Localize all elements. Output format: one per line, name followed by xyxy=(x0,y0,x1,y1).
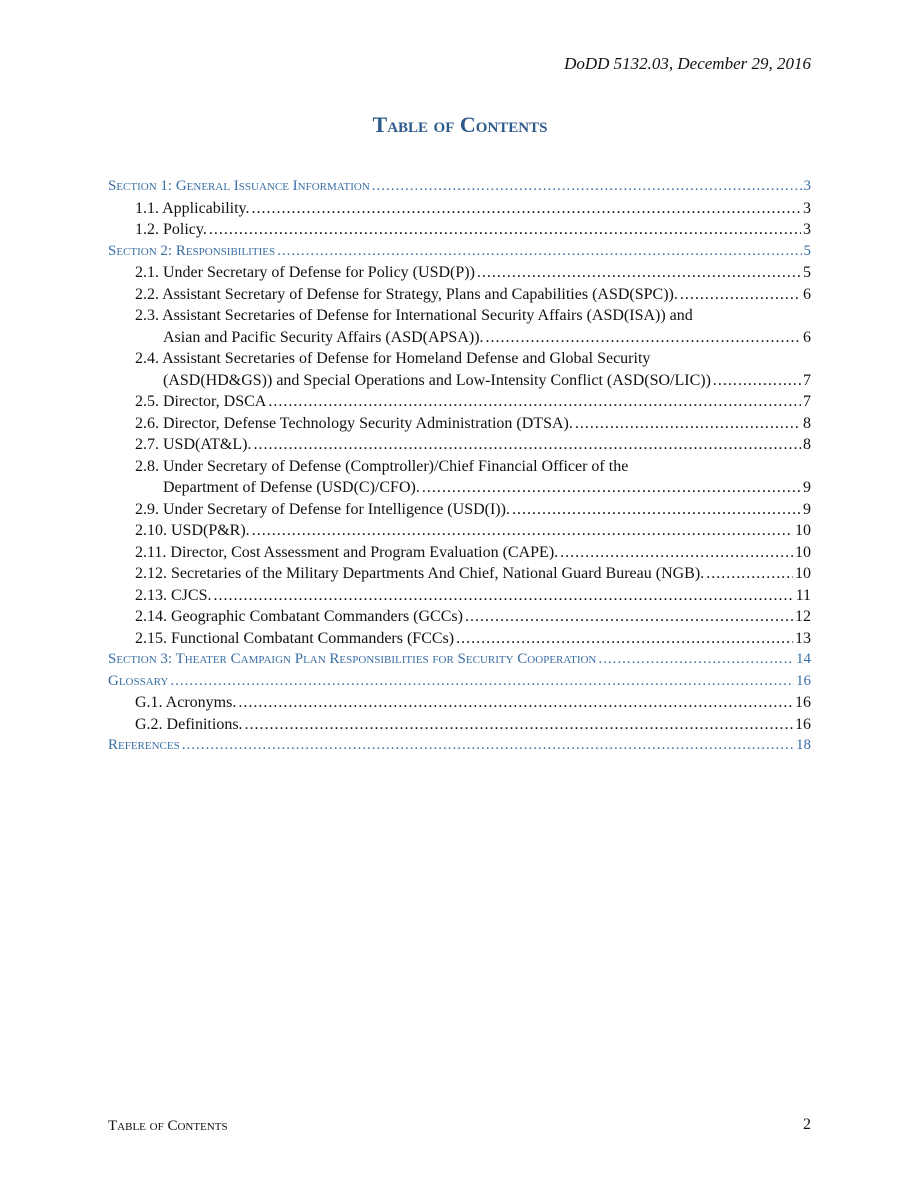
toc-section-entry[interactable] xyxy=(108,649,811,671)
toc-page-number: 8 xyxy=(803,414,811,432)
document-header: DoDD 5132.03, December 29, 2016 xyxy=(564,54,811,73)
toc-page-number: 12 xyxy=(795,608,811,625)
toc-section-entry[interactable] xyxy=(108,241,811,263)
page-title: Table of Contents xyxy=(372,112,548,137)
toc-entry[interactable] xyxy=(108,434,811,456)
toc-section-entry[interactable] xyxy=(108,735,811,757)
toc-entry[interactable] xyxy=(108,714,811,736)
toc-entry[interactable] xyxy=(108,262,811,284)
toc-entry[interactable] xyxy=(108,348,811,391)
toc-page-number: 6 xyxy=(803,285,811,303)
toc-section-entry[interactable] xyxy=(108,176,811,198)
toc-entry-label: 2.10. USD(P&R). xyxy=(135,522,250,539)
footer-title: Table of Contents xyxy=(108,1118,228,1134)
toc-leader-dots xyxy=(706,563,793,585)
toc-entry-label: G.2. Definitions. xyxy=(135,715,243,733)
toc-leader-dots xyxy=(680,284,801,306)
toc-entry-label: Section 1: General Issuance Information xyxy=(108,178,370,194)
toc-entry[interactable] xyxy=(108,606,811,628)
toc-entry-label: 2.6. Director, Defense Technology Security Administration (DTSA). xyxy=(135,414,573,432)
toc-entry[interactable] xyxy=(108,585,811,607)
toc-entry-first-line: 2.4. Assistant Secretaries of Defense for Homeland Defense and Global Security xyxy=(135,350,651,367)
toc-entry-label: 2.14. Geographic Combatant Commanders (GCCs) xyxy=(135,608,463,625)
toc-leader-dots xyxy=(575,413,801,435)
toc-page-number: 9 xyxy=(803,479,811,496)
toc-entry-label: 2.1. Under Secretary of Defense for Policy (USD(P)) xyxy=(135,264,475,281)
toc-leader-dots xyxy=(465,606,793,628)
toc-leader-dots xyxy=(213,585,793,607)
toc-entry[interactable] xyxy=(108,692,811,714)
toc-entry[interactable] xyxy=(108,542,811,564)
table-of-contents xyxy=(108,176,811,757)
toc-leader-dots xyxy=(422,477,801,499)
toc-entry-label: 1.2. Policy. xyxy=(135,221,207,238)
toc-leader-dots xyxy=(512,499,801,521)
toc-entry-label: G.1. Acronyms. xyxy=(135,694,237,711)
toc-entry[interactable] xyxy=(108,198,811,220)
toc-leader-dots xyxy=(209,219,801,241)
toc-entry-label: 2.7. USD(AT&L). xyxy=(135,436,252,453)
toc-entry-first-line: 2.8. Under Secretary of Defense (Comptroller)/Chief Financial Officer of the xyxy=(135,457,629,475)
toc-leader-dots xyxy=(238,692,793,714)
toc-entry-label: 2.2. Assistant Secretary of Defense for Strategy, Plans and Capabilities (ASD(SPC)). xyxy=(135,285,678,303)
toc-page-number: 7 xyxy=(803,371,811,389)
toc-leader-dots xyxy=(252,198,801,220)
toc-leader-dots xyxy=(182,735,794,757)
toc-leader-dots xyxy=(253,434,801,456)
toc-leader-dots xyxy=(560,542,793,564)
toc-entry-label: 2.15. Functional Combatant Commanders (FCCs) xyxy=(135,629,455,647)
toc-page-number: 14 xyxy=(796,651,811,667)
toc-entry-label: 2.12. Secretaries of the Military Departments And Chief, National Guard Bureau (NGB). xyxy=(135,565,705,582)
toc-entry[interactable] xyxy=(108,520,811,542)
toc-leader-dots xyxy=(713,370,801,392)
toc-leader-dots xyxy=(245,714,793,736)
toc-page-number: 10 xyxy=(795,522,811,539)
toc-entry-label: Section 2: Responsibilities xyxy=(108,242,276,259)
toc-page-number: 5 xyxy=(803,242,811,259)
toc-page-number: 6 xyxy=(803,328,811,346)
toc-page-number: 3 xyxy=(803,199,811,217)
toc-leader-dots xyxy=(598,649,794,671)
toc-page-number: 9 xyxy=(803,500,811,518)
toc-entry[interactable] xyxy=(108,413,811,435)
toc-leader-dots xyxy=(170,671,794,693)
toc-entry-label: Glossary xyxy=(108,672,169,689)
toc-entry-first-line: 2.3. Assistant Secretaries of Defense for International Security Affairs (ASD(ISA)) and xyxy=(135,307,693,324)
toc-section-entry[interactable] xyxy=(108,671,811,693)
toc-leader-dots xyxy=(268,391,801,413)
toc-leader-dots xyxy=(372,176,802,198)
toc-entry-label: 2.11. Director, Cost Assessment and Program Evaluation (CAPE). xyxy=(135,543,559,561)
toc-page-number: 7 xyxy=(803,393,811,410)
toc-leader-dots xyxy=(477,262,801,284)
toc-page-number: 13 xyxy=(795,629,811,647)
toc-page-number: 8 xyxy=(803,436,811,453)
toc-page-number: 3 xyxy=(803,221,811,238)
toc-page-number: 5 xyxy=(803,264,811,281)
toc-entry[interactable] xyxy=(108,628,811,650)
toc-entry[interactable] xyxy=(108,499,811,521)
toc-entry[interactable] xyxy=(108,219,811,241)
toc-entry-label: 2.13. CJCS. xyxy=(135,586,212,604)
toc-page-number: 11 xyxy=(795,586,811,604)
toc-leader-dots xyxy=(456,628,793,650)
toc-leader-dots xyxy=(486,327,801,349)
toc-entry-label: (ASD(HD&GS)) and Special Operations and Low-Intensity Conflict (ASD(SO/LIC)) xyxy=(163,371,711,389)
toc-page-number: 10 xyxy=(795,565,811,582)
toc-page-number: 16 xyxy=(796,672,811,689)
toc-entry[interactable] xyxy=(108,563,811,585)
page-number: 2 xyxy=(803,1116,811,1133)
toc-entry-label: References xyxy=(108,737,180,753)
toc-entry[interactable] xyxy=(108,284,811,306)
toc-page-number: 10 xyxy=(795,543,811,561)
toc-entry[interactable] xyxy=(108,305,811,348)
toc-entry-label: 1.1. Applicability. xyxy=(135,199,250,217)
toc-entry-label: 2.5. Director, DSCA xyxy=(135,393,267,410)
toc-leader-dots xyxy=(252,520,793,542)
toc-entry[interactable] xyxy=(108,391,811,413)
toc-entry-label: Asian and Pacific Security Affairs (ASD(APSA)). xyxy=(163,328,484,346)
toc-page-number: 16 xyxy=(795,715,811,733)
toc-page-number: 3 xyxy=(803,178,811,194)
toc-entry-label: 2.9. Under Secretary of Defense for Intelligence (USD(I)). xyxy=(135,500,510,518)
toc-page-number: 18 xyxy=(796,737,811,753)
toc-entry-label: Section 3: Theater Campaign Plan Responsibilities for Security Cooperation xyxy=(108,651,597,667)
toc-entry[interactable] xyxy=(108,456,811,499)
toc-leader-dots xyxy=(277,241,801,263)
toc-page-number: 16 xyxy=(795,694,811,711)
toc-entry-label: Department of Defense (USD(C)/CFO). xyxy=(163,479,420,496)
